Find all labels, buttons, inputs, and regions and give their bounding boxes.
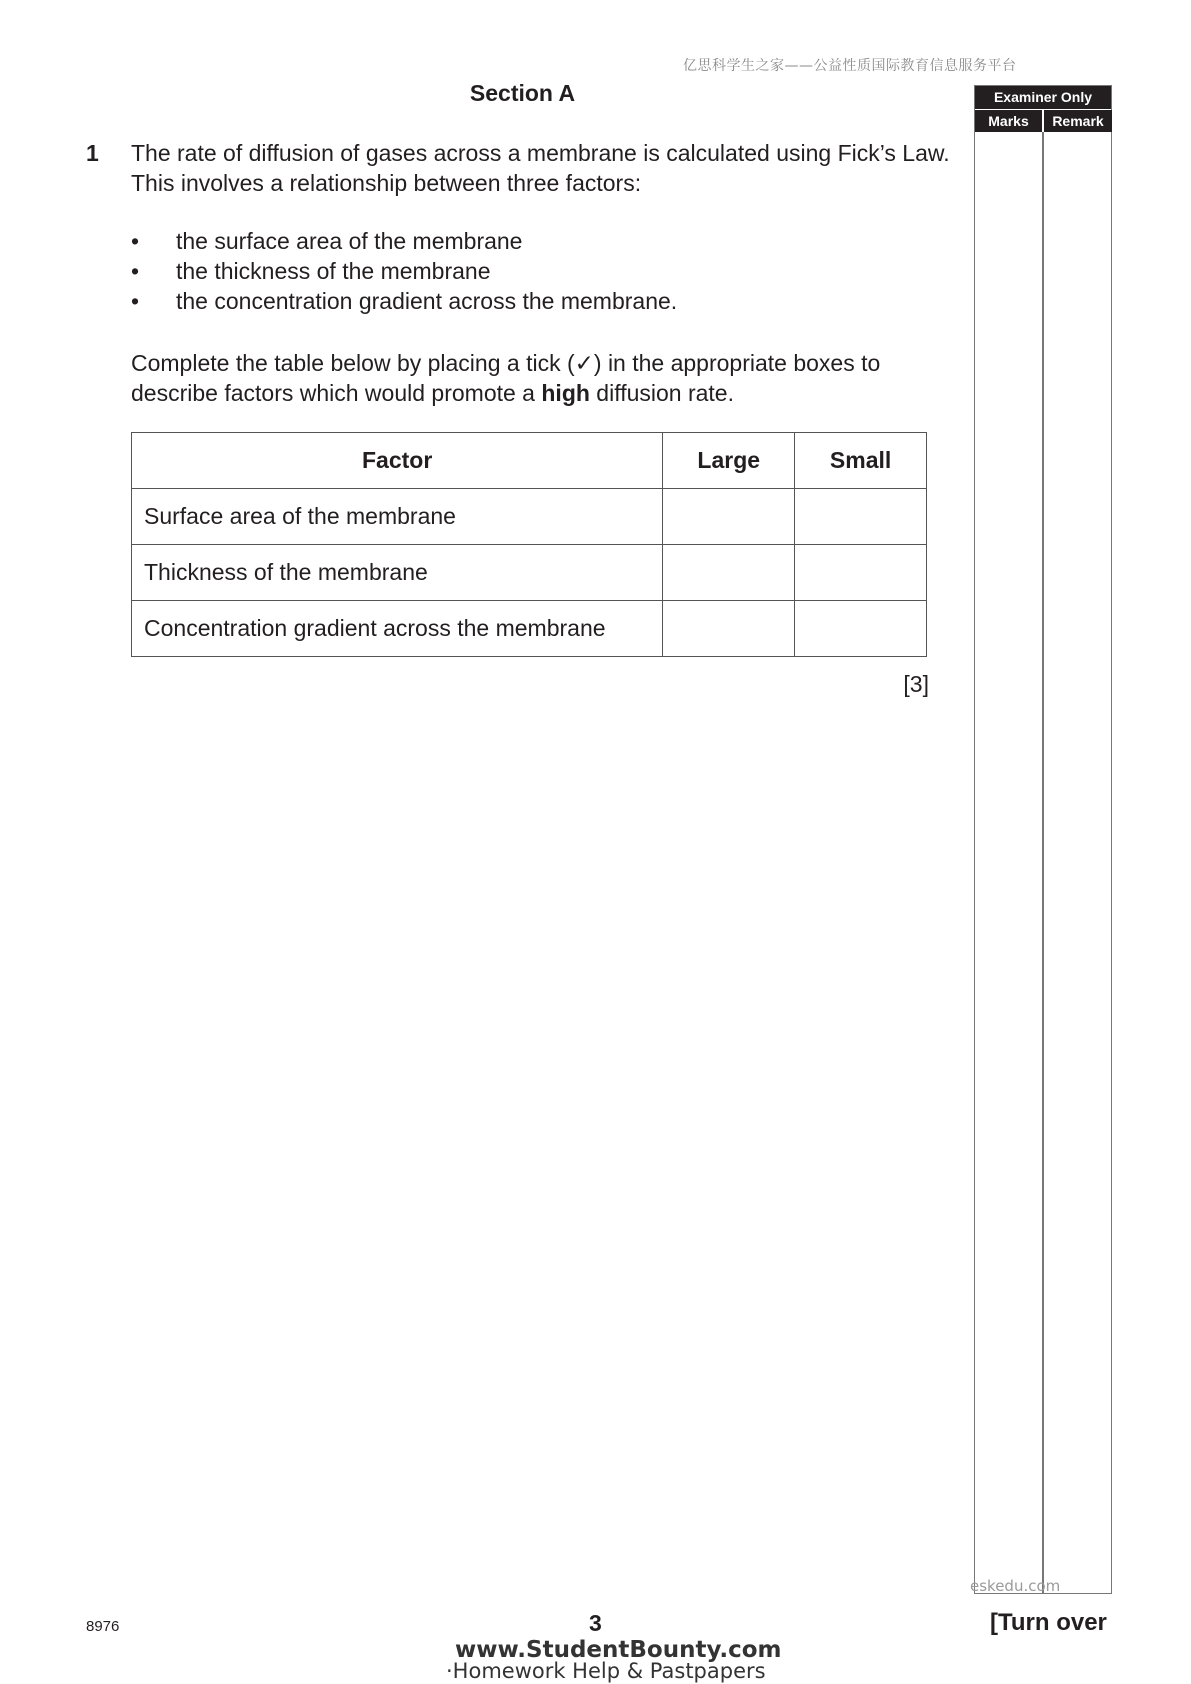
tick-box-large[interactable] bbox=[663, 545, 795, 601]
examiner-header-gap bbox=[1042, 110, 1044, 132]
examiner-marks-header: Marks bbox=[975, 110, 1042, 132]
bullet-icon: • bbox=[131, 258, 140, 284]
tick-box-large[interactable] bbox=[663, 601, 795, 657]
header-large: Large bbox=[663, 433, 795, 489]
section-title: Section A bbox=[469, 80, 576, 106]
tick-box-small[interactable] bbox=[795, 601, 927, 657]
bottom-watermark: eskedu.com bbox=[970, 1577, 1061, 1595]
bullet-text: the thickness of the membrane bbox=[176, 258, 491, 284]
tick-box-large[interactable] bbox=[663, 489, 795, 545]
turn-over-label: [Turn over bbox=[990, 1609, 1107, 1636]
factor-bullet-list bbox=[131, 226, 931, 316]
table-row bbox=[132, 545, 927, 601]
bullet-icon: • bbox=[131, 288, 140, 314]
table-header-row bbox=[132, 433, 927, 489]
header-small: Small bbox=[795, 433, 927, 489]
bullet-item bbox=[131, 286, 931, 316]
paper-code: 8976 bbox=[86, 1618, 120, 1635]
factor-label: Concentration gradient across the membrane bbox=[132, 601, 663, 657]
question-instruction bbox=[131, 348, 951, 408]
instruction-text: Complete the table below by placing a tick (✓) in the appropriate boxes to describe factors which would promote a bbox=[131, 350, 881, 406]
examiner-remark-header: Remark bbox=[1044, 110, 1112, 132]
instruction-text-end: diffusion rate. bbox=[589, 380, 734, 406]
top-watermark: 亿思科学生之家——公益性质国际教育信息服务平台 bbox=[683, 58, 1017, 74]
bullet-text: the surface area of the membrane bbox=[176, 228, 523, 254]
bullet-item bbox=[131, 256, 931, 286]
table-row bbox=[132, 489, 927, 545]
marks-allocation: [3] bbox=[903, 671, 929, 697]
site-logo-text: www.StudentBounty.com bbox=[455, 1637, 782, 1663]
table-row bbox=[132, 601, 927, 657]
page-number: 3 bbox=[589, 1610, 602, 1636]
header-factor: Factor bbox=[132, 433, 663, 489]
question-number: 1 bbox=[86, 140, 99, 166]
site-tagline: ·Homework Help & Pastpapers bbox=[446, 1659, 766, 1683]
bullet-item bbox=[131, 226, 931, 256]
bullet-icon: • bbox=[131, 228, 140, 254]
question-intro: The rate of diffusion of gases across a membrane is calculated using Fick’s Law. This involves a relationship between three factors: bbox=[131, 140, 950, 196]
bullet-text: the concentration gradient across the membrane. bbox=[176, 288, 678, 314]
instruction-emphasis: high bbox=[541, 380, 590, 406]
tick-box-small[interactable] bbox=[795, 545, 927, 601]
factor-label: Thickness of the membrane bbox=[132, 545, 663, 601]
factor-label: Surface area of the membrane bbox=[132, 489, 663, 545]
factor-table bbox=[131, 432, 927, 657]
tick-box-small[interactable] bbox=[795, 489, 927, 545]
examiner-only-box bbox=[974, 85, 1112, 1594]
examiner-title: Examiner Only bbox=[975, 86, 1111, 109]
examiner-column-divider bbox=[1042, 110, 1044, 1594]
